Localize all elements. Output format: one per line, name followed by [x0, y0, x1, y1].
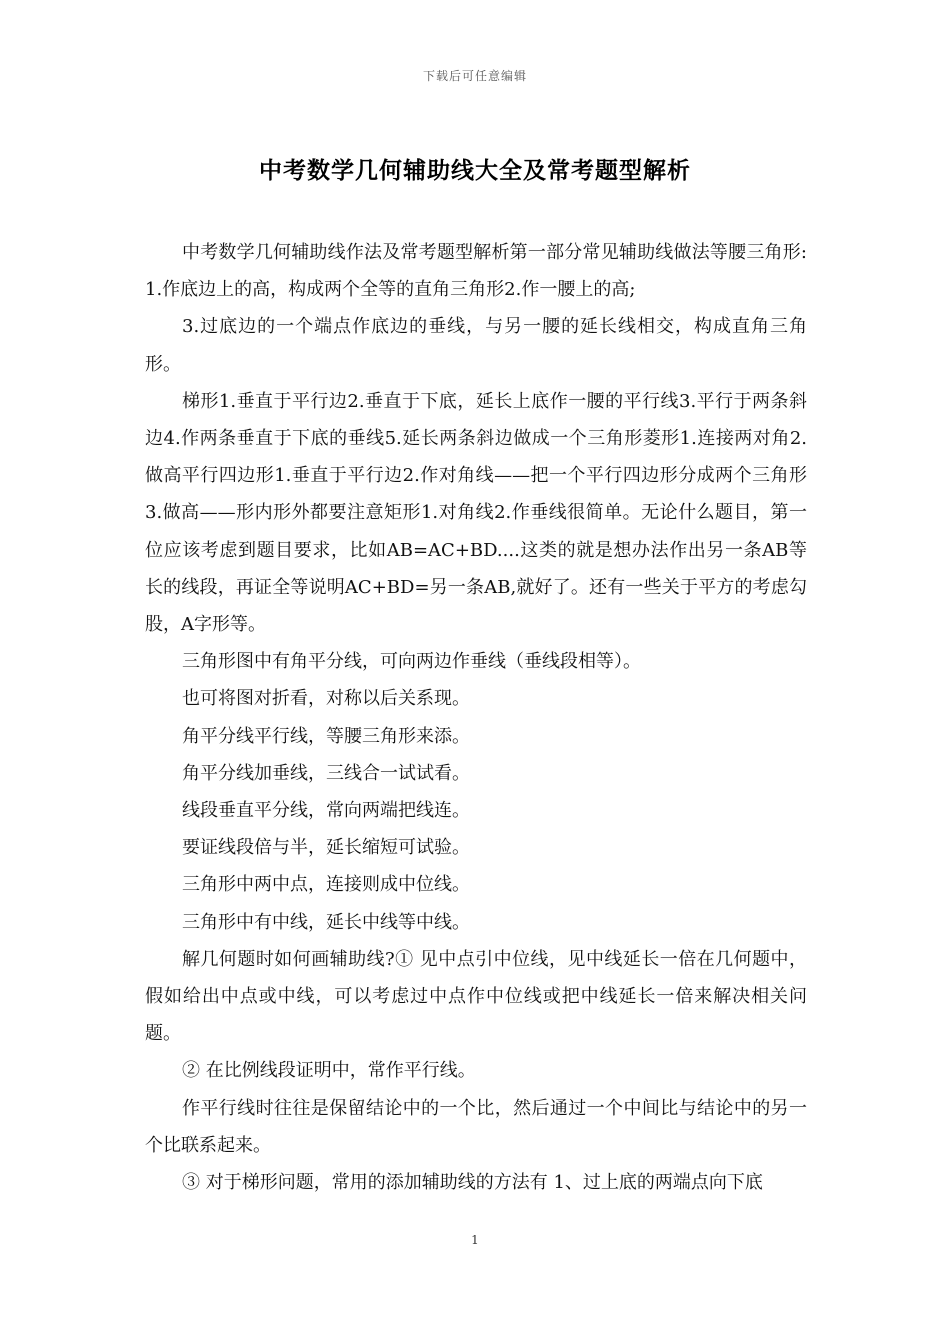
paragraph: 三角形图中有角平分线，可向两边作垂线（垂线段相等）。 — [182, 651, 641, 673]
document-body — [145, 234, 807, 1201]
paragraph: 线段垂直平分线，常向两端把线连。 — [182, 800, 470, 822]
paragraph: 角平分线平行线，等腰三角形来添。 — [182, 725, 470, 747]
paragraph: ③ 对于梯形问题，常用的添加辅助线的方法有 1、过上底的两端点向下底 — [182, 1172, 763, 1194]
paragraph: ② 在比例线段证明中，常作平行线。 — [182, 1060, 476, 1082]
paragraph: 角平分线加垂线，三线合一试试看。 — [182, 762, 470, 784]
header-note: 下载后可任意编辑 — [422, 69, 527, 83]
page-number: 1 — [471, 1233, 479, 1247]
paragraph: 作平行线时往往是保留结论中的一个比，然后通过一个中间比与结论中的另一个比联系起来。 — [145, 1097, 807, 1156]
paragraph: 3.过底边的一个端点作底边的垂线，与另一腰的延长线相交，构成直角三角形。 — [145, 316, 807, 375]
paragraph: 要证线段倍与半，延长缩短可试验。 — [182, 837, 470, 859]
paragraph: 中考数学几何辅助线作法及常考题型解析第一部分常见辅助线做法等腰三角形:1.作底边上的高，构成两个全等的直角三角形2.作一腰上的高; — [145, 242, 807, 301]
document-title: 中考数学几何辅助线大全及常考题型解析 — [259, 157, 691, 184]
paragraph: 解几何题时如何画辅助线?① 见中点引中位线，见中线延长一倍在几何题中，假如给出中点或中线，可以考虑过中点作中位线或把中线延长一倍来解决相关问题。 — [145, 948, 807, 1045]
paragraph: 也可将图对折看，对称以后关系现。 — [182, 688, 470, 710]
paragraph: 三角形中两中点，连接则成中位线。 — [182, 874, 470, 896]
paragraph: 梯形1.垂直于平行边2.垂直于下底，延长上底作一腰的平行线3.平行于两条斜边4.作两条垂直于下底的垂线5.延长两条斜边做成一个三角形菱形1.连接两对角2.做高平行四边形1.垂直于平行边2.作对角线——把一个平行四边形分成两个三角形3.做高——形内形外都要注意矩形1.对角线2.作垂线很简单。无论什么题目，第一位应该考虑到题目要求，比如AB=AC+BD....这类的就是想办法作出另一条AB等长的线段，再证全等说明AC+BD=另一条AB,就好了。还有一些关于平方的考虑勾股，A字形等。 — [145, 390, 807, 636]
paragraph: 三角形中有中线，延长中线等中线。 — [182, 911, 470, 933]
